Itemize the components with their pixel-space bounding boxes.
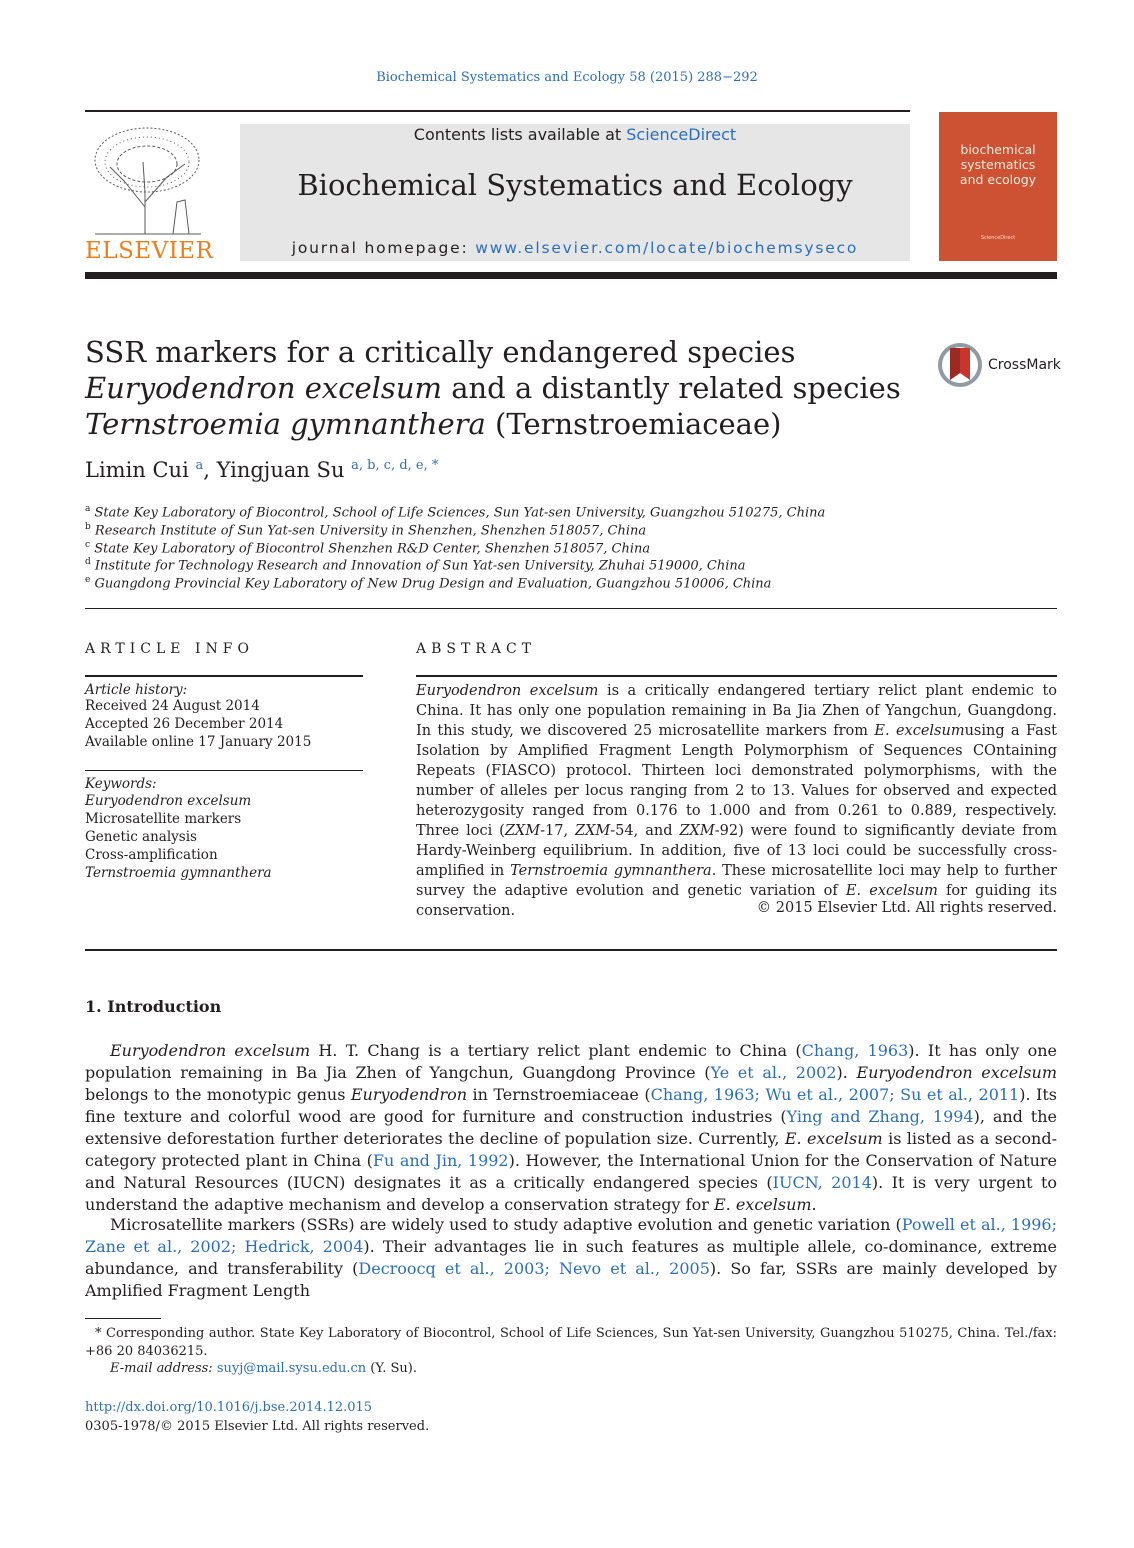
text-run: -92) were found to significantly deviate from Hardy-Weinberg equilibrium. In addition, five of 13 loci could be successfully cross-amplified in [416,823,1057,879]
corresponding-author-note: * Corresponding author. State Key Laboratory of Biocontrol, School of Life Sciences, Sun Yat-sen University, Guangzhou 510275, China. Tel./fax: +86 20 84036215. [85,1326,1057,1359]
front-matter-rule [85,949,1057,951]
italic-text: ZXM [575,823,611,839]
citation-link[interactable]: Ye et al., 2002 [710,1063,837,1082]
header-thick-rule [85,272,1057,279]
text-run: ). So far, SSRs are mainly developed by Amplified Fragment Length [85,1259,1057,1300]
email-suffix: (Y. Su). [366,1361,417,1376]
text-run: ). Its fine texture and colorful wood are good for furniture and construction industries ( [85,1085,1058,1126]
keyword: Ternstroemia gymnanthera [85,865,272,881]
keywords-rule [85,770,363,771]
introduction-paragraph [85,1214,1057,1302]
text-run: ). [836,1063,857,1082]
abstract-body [416,681,1057,921]
header-rule [85,110,910,112]
journal-banner [240,124,910,261]
abstract-copyright: © 2015 Elsevier Ltd. All rights reserved. [756,900,1057,916]
text-run: ). Their advantages lie in such features as multiple allele, co-dominance, extreme abundance, and transferability ( [85,1237,1058,1278]
keyword: Microsatellite markers [85,811,242,827]
author-separator: , [203,458,217,482]
text-run: ). However, the International Union for the Conservation of Nature and Natural Resources (IUCN) designates it as a critically endangered species ( [85,1151,1057,1192]
author-affiliation-marks[interactable]: a [195,458,204,473]
citation-link[interactable]: Powell et al., 1996; Zane et al., 2002; Hedrick, 2004 [85,1215,1057,1256]
keyword: Euryodendron excelsum [85,793,252,809]
affiliation [85,572,771,592]
email-link[interactable]: suyj@mail.sysu.edu.cn [216,1361,367,1376]
text-run: using a Fast Isolation by Amplified Fragment Length Polymorphism of Sequences COntaining Repeats (FIASCO) protocol. Thirteen loci demonstrated polymorphisms, with the number of alleles per locus ranging from 2 to 13. Values for observed and expected heterozygosity ranged from 0.176 to 1.000 and from 0.261 to 0.889, respectively. Three loci ( [416,723,1057,839]
text-run: . These microsatellite loci may help to further survey the adaptive evolution and genetic variation of [416,863,1057,899]
affiliation-key: a [85,504,91,514]
email-label: E-mail address: [110,1361,217,1376]
introduction-heading: 1. Introduction [85,997,222,1016]
doi-link[interactable]: http://dx.doi.org/10.1016/j.bse.2014.12.015 [85,1400,373,1415]
article-title [85,334,925,442]
crossmark-icon [936,340,984,390]
text-run: Microsatellite markers (SSRs) are widely used to study adaptive evolution and genetic variation ( [110,1215,902,1234]
text-run: ). It has only one population remaining in Ba Jia Zhen of Yangchun, Guangdong Province ( [85,1041,1058,1082]
publisher-logo[interactable] [85,122,214,264]
keyword: Genetic analysis [85,829,197,845]
history-online: Available online 17 January 2015 [85,734,312,750]
contents-prefix: Contents lists available at [413,125,627,144]
author-affiliation-marks[interactable]: a, b, c, d, e, * [351,458,439,473]
keywords-label: Keywords: [85,776,157,792]
journal-reference[interactable]: Biochemical Systematics and Ecology 58 (2015) 288−292 [376,70,758,85]
affiliation-text: State Key Laboratory of Biocontrol, School of Life Sciences, Sun Yat-sen University, Guangzhou 510275, China [94,505,826,521]
cover-title [939,142,1057,187]
homepage-line [240,239,910,257]
italic-text: Euryodendron excelsum [85,371,442,405]
italic-text: Euryodendron excelsum [110,1041,311,1060]
affiliation-rule [85,608,1057,609]
affiliation-text: Institute for Technology Research and Innovation of Sun Yat-sen University, Zhuhai 519000, China [94,558,746,574]
citation-link[interactable]: Ying and Zhang, 1994 [786,1107,974,1126]
affiliation-text: State Key Laboratory of Biocontrol Shenzhen R&D Center, Shenzhen 518057, China [94,541,651,557]
author-list [85,458,438,482]
article-info-rule [85,675,363,677]
introduction-paragraph [85,1040,1057,1216]
citation-link[interactable]: Fu and Jin, 1992 [372,1151,509,1170]
italic-text: E. excelsum [874,723,965,739]
italic-text: E. excelsum [784,1129,883,1148]
text-run: (Ternstroemiaceae) [485,407,782,441]
history-accepted: Accepted 26 December 2014 [85,716,284,732]
affiliation-key: c [85,540,91,550]
citation-link[interactable]: IUCN, 2014 [772,1173,872,1192]
italic-text: Ternstroemia gymnanthera [85,407,486,441]
text-run: . [811,1195,817,1214]
crossmark-label: CrossMark [988,357,1061,373]
journal-cover[interactable] [939,112,1057,261]
italic-text: ZXM [679,823,715,839]
cover-line: systematics [960,157,1036,172]
text-run: belongs to the monotypic genus [85,1085,351,1104]
abstract-rule [416,675,1057,677]
cover-line: biochemical [960,142,1036,157]
homepage-prefix: journal homepage: [291,239,476,257]
citation-link[interactable]: Chang, 1963; Wu et al., 2007; Su et al., 2011 [650,1085,1020,1104]
text-run: is listed as a second-category protected plant in China ( [85,1129,1058,1170]
text-run: H. T. Chang is a tertiary relict plant endemic to China ( [310,1041,802,1060]
citation-link[interactable]: Decroocq et al., 2003; Nevo et al., 2005 [358,1259,710,1278]
text-run: ), and the extensive deforestation further deteriorates the decline of population size. Currently, [85,1107,1058,1148]
elsevier-tree-icon [85,122,211,238]
italic-text: Euryodendron excelsum [416,683,599,699]
affiliation-key: b [85,522,91,532]
abstract-heading: ABSTRACT [416,641,537,657]
text-run: for guiding its conservation. [416,883,1058,919]
email-line [110,1361,417,1376]
history-label: Article history: [85,682,188,698]
text-run: ). It is very urgent to understand the adaptive mechanism and develop a conservation strategy for [85,1173,1058,1214]
affiliation-key: d [85,557,91,567]
italic-text: E. excelsum [845,883,938,899]
affiliation-key: e [85,575,91,585]
elsevier-wordmark: ELSEVIER [85,238,214,264]
history-received: Received 24 August 2014 [85,698,260,714]
italic-text: E. excelsum [713,1195,812,1214]
text-run: -17, [540,823,576,839]
text-run: is a critically endangered tertiary relict plant endemic to China. It has only one population remaining in Ba Jia Zhen of Yangchun, Guangdong. In this study, we discovered 25 microsatellite markers from [416,683,1057,739]
affiliation-text: Research Institute of Sun Yat-sen University in Shenzhen, Shenzhen 518057, China [94,523,647,539]
sciencedirect-link[interactable]: ScienceDirect [626,125,737,144]
crossmark-badge[interactable] [936,340,1061,390]
italic-text: Euryodendron excelsum [856,1063,1057,1082]
citation-link[interactable]: Chang, 1963 [801,1041,909,1060]
text-run: in Ternstroemiaceae ( [467,1085,651,1104]
text-run: and a distantly related species [442,371,901,405]
italic-text: Ternstroemia gymnanthera [510,863,712,879]
author-name[interactable]: Yingjuan Su [216,458,345,482]
italic-text: ZXM [504,823,541,839]
text-run: SSR markers for a critically endangered species [85,335,796,369]
contents-line [240,125,910,144]
footnote-rule [85,1318,161,1319]
homepage-link[interactable]: www.elsevier.com/locate/biochemsyseco [475,239,859,257]
issn-line: 0305-1978/© 2015 Elsevier Ltd. All rights reserved. [85,1419,430,1434]
text-run: -54, and [610,823,680,839]
italic-text: Euryodendron [350,1085,468,1104]
journal-title: Biochemical Systematics and Ecology [297,168,853,202]
affiliation-text: Guangdong Provincial Key Laboratory of New Drug Design and Evaluation, Guangzhou 510006, China [94,576,772,592]
cover-line: and ecology [959,172,1037,187]
author-name[interactable]: Limin Cui [85,458,189,482]
cover-footer: ScienceDirect [980,235,1016,241]
keyword: Cross-amplification [85,847,218,863]
article-info-heading: ARTICLE INFO [85,641,254,657]
